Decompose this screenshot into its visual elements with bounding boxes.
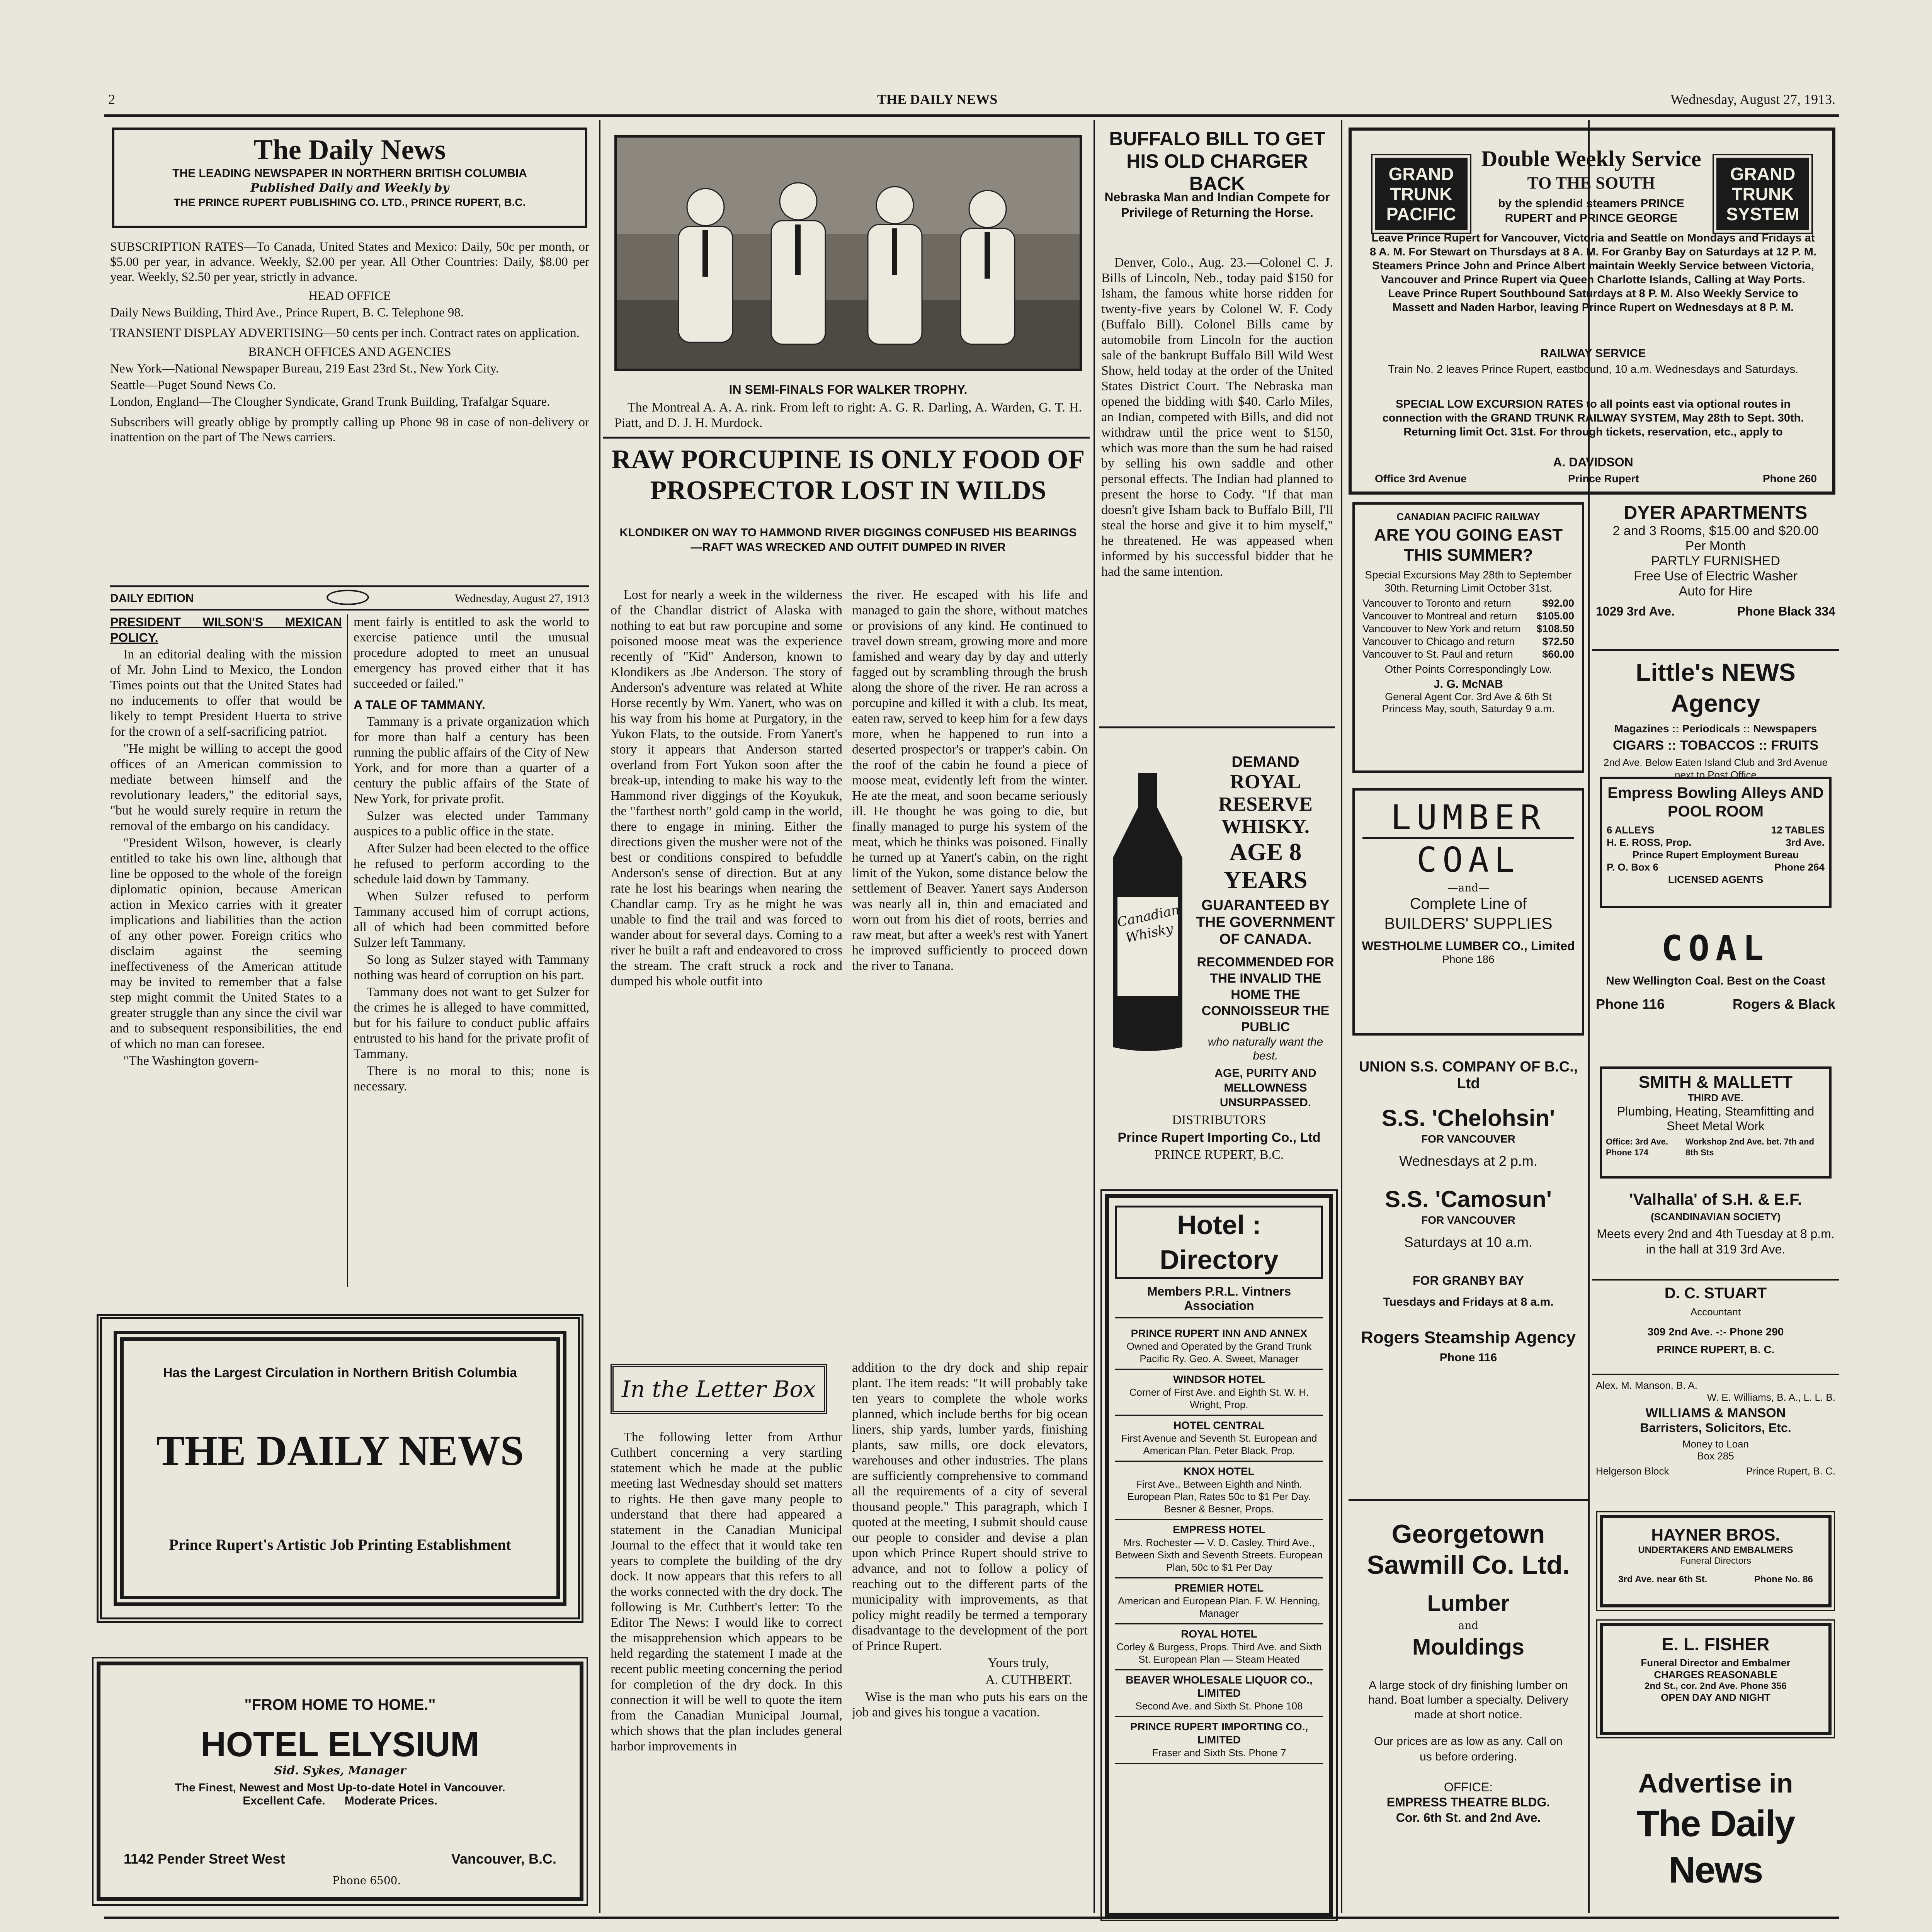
dyer-furnished: PARTLY FURNISHED xyxy=(1651,554,1780,568)
tammany-paragraph: There is no moral to this; none is necessary. xyxy=(354,1064,589,1094)
page-header xyxy=(108,91,1835,114)
edition-date: Wednesday, August 27, 1913 xyxy=(454,592,589,605)
hotel-entry-detail: Owned and Operated by the Grand Trunk Pacific Ry. Geo. A. Sweet, Manager xyxy=(1126,1340,1312,1364)
cpr-rate-price: $60.00 xyxy=(1542,648,1574,660)
hotel-entry xyxy=(1115,1370,1323,1416)
williams-title: WILLIAMS & MANSON xyxy=(1645,1406,1786,1420)
bowling-phone: Phone 264 xyxy=(1774,861,1825,873)
hotel-entry xyxy=(1115,1324,1323,1370)
header-rule xyxy=(104,114,1839,117)
bowling-tables: 12 TABLES xyxy=(1771,824,1825,836)
lumber-title: LUMBER xyxy=(1362,798,1574,839)
elysium-line xyxy=(100,1794,580,1808)
masthead-title: The Daily News xyxy=(253,134,446,166)
dyer-address: 1029 3rd Ave. xyxy=(1596,604,1675,618)
editorial-divider xyxy=(347,614,348,1287)
fisher-open: OPEN DAY AND NIGHT xyxy=(1661,1692,1770,1703)
masthead-box xyxy=(112,128,587,228)
cpr-agent: J. G. McNAB xyxy=(1433,678,1503,690)
hayner-address: 3rd Ave. near 6th St. xyxy=(1618,1574,1708,1585)
smith-office: Office: 3rd Ave. Phone 174 xyxy=(1606,1137,1668,1157)
union-for-1: FOR VANCOUVER xyxy=(1421,1133,1515,1145)
editorial-column-2 xyxy=(354,614,589,1294)
section-rule xyxy=(1592,1374,1839,1375)
union-granby: FOR GRANBY BAY xyxy=(1412,1274,1524,1287)
fisher-address: 2nd St., cor. 2nd Ave. Phone 356 xyxy=(1645,1681,1787,1691)
wilson-paragraph: "He might be willing to accept the good offices of an American commission to mediate between himself and the revolutionary leaders," the editorial says, "but he would surely require in return the removal of the embargo on his candidacy. xyxy=(110,742,342,833)
georgetown-mouldings: Mouldings xyxy=(1412,1634,1524,1660)
lumber-company: WESTHOLME LUMBER CO., Limited xyxy=(1362,939,1575,953)
cpr-agent-detail: General Agent Cor. 3rd Ave & 6th St xyxy=(1385,691,1552,702)
cpr-rate-price: $108.50 xyxy=(1536,623,1574,634)
littles-cigars: CIGARS :: TOBACCOS :: FRUITS xyxy=(1612,738,1818,753)
hotel-directory-title: Hotel : Directory xyxy=(1115,1206,1323,1279)
hotel-entry-detail: American and European Plan. F. W. Henning, Manager xyxy=(1118,1595,1320,1619)
page-number: 2 xyxy=(108,92,115,107)
gtp-phone: Phone 260 xyxy=(1762,473,1817,485)
whisky-guarantee: GUARANTEED BY THE GOVERNMENT OF CANADA. xyxy=(1196,897,1335,947)
littles-ad xyxy=(1596,657,1835,781)
wilson-paragraph: In an editorial dealing with the mission of Mr. John Lind to Mexico, the London Times points out that the United States had no inducements to offer that would be likely to tempt President Huerta to strive for the crown of a self-sacrificing patriot. xyxy=(110,647,342,739)
valhalla-meets: Meets every 2nd and 4th Tuesday at 8 p.m. in the hall at 319 3rd Ave. xyxy=(1597,1227,1835,1256)
masthead-publisher: THE PRINCE RUPERT PUBLISHING CO. LTD., PRINCE RUPERT, B.C. xyxy=(173,196,526,208)
letterbox-title-box xyxy=(611,1364,827,1414)
porcupine-subhead: KLONDIKER ON WAY TO HAMMOND RIVER DIGGINGS CONFUSED HIS BEARINGS—RAFT WAS WRECKED AND OUTFIT DUMPED IN RIVER xyxy=(619,526,1077,554)
fisher-title: E. L. FISHER xyxy=(1662,1634,1770,1654)
williams-manson: Alex. M. Manson, B. A. xyxy=(1596,1379,1697,1391)
gtp-railway: RAILWAY SERVICE xyxy=(1540,347,1646,360)
tammany-paragraph: So long as Sulzer stayed with Tammany nothing was heard of corruption on his part. xyxy=(354,952,589,982)
gtp-excursion: SPECIAL LOW EXCURSION RATES to all points east via optional routes in connection with the GRAND TRUNK RAILWAY SYSTEM, May 28th to Sept. 30th. Returning limit Oct. 31st. For through tickets, reservation, etc., apply to xyxy=(1382,398,1804,438)
union-ss-ad xyxy=(1352,1059,1584,1445)
cpr-rate-price: $72.50 xyxy=(1542,636,1574,647)
section-rule xyxy=(603,437,1090,439)
whisky-copy xyxy=(1194,753,1337,1110)
page-date: Wednesday, August 27, 1913. xyxy=(1670,92,1835,107)
bowling-prop: H. E. ROSS, Prop. xyxy=(1607,837,1692,848)
williams-box: Box 285 xyxy=(1697,1450,1734,1462)
georgetown-lumber: Lumber xyxy=(1427,1591,1510,1616)
union-granby-when: Tuesdays and Fridays at 8 a.m. xyxy=(1383,1296,1554,1308)
cpr-rate-row xyxy=(1362,648,1574,661)
gtp-office: Office 3rd Avenue xyxy=(1375,473,1467,485)
masthead-info xyxy=(110,240,589,447)
whisky-age: AGE 8 YEARS xyxy=(1223,838,1308,893)
whisky-type: WHISKY. xyxy=(1221,816,1310,838)
cpr-ad xyxy=(1352,502,1584,773)
hotel-entry xyxy=(1115,1717,1323,1764)
littles-magazines: Magazines :: Periodicals :: Newspapers xyxy=(1614,723,1817,735)
georgetown-sawmill: Sawmill Co. Ltd. xyxy=(1367,1550,1570,1580)
cpr-rate-price: $92.00 xyxy=(1542,597,1574,609)
wilson-headline: PRESIDENT WILSON'S MEXICAN POLICY. xyxy=(110,615,342,645)
tammany-paragraph: When Sulzer refused to perform Tammany accused him of corrupt actions, all of which had been committed before Sulzer left Tammany. xyxy=(354,889,589,950)
advertise-ad xyxy=(1596,1766,1835,1913)
williams-barristers: Barristers, Solicitors, Etc. xyxy=(1640,1421,1791,1435)
smith-third: THIRD AVE. xyxy=(1687,1092,1744,1104)
gtp-steamers: by the splendid steamers PRINCE RUPERT and PRINCE GEORGE xyxy=(1498,197,1684,224)
hayner-ad xyxy=(1600,1515,1832,1607)
valhalla-society: (SCANDINAVIAN SOCIETY) xyxy=(1650,1211,1781,1223)
gtp-city: Prince Rupert xyxy=(1568,473,1639,485)
photo-caption-head: IN SEMI-FINALS FOR WALKER TROPHY. xyxy=(729,383,968,396)
whisky-distributors: DISTRIBUTORS xyxy=(1172,1113,1266,1127)
cpr-rate-row xyxy=(1362,635,1574,648)
transient-advertising: TRANSIENT DISPLAY ADVERTISING—50 cents per inch. Contract rates on application. xyxy=(110,326,580,340)
elysium-ad xyxy=(97,1662,583,1901)
whisky-city: PRINCE RUPERT, B.C. xyxy=(1154,1148,1284,1162)
edition-rule xyxy=(110,609,589,611)
hotel-entry-detail: First Avenue and Seventh St. European and American Plan. Peter Black, Prop. xyxy=(1121,1432,1317,1456)
elysium-line: The Finest, Newest and Most Up-to-date Hotel in Vancouver. xyxy=(175,1781,505,1794)
cpr-rate-route: Vancouver to Toronto and return xyxy=(1362,597,1511,609)
tammany-paragraph: Tammany does not want to get Sulzer for the crimes he is alleged to have committed, but for his failure to conduct public affairs entrusted to his hand for the private profit of Tammany. xyxy=(354,985,589,1061)
elysium-address: 1142 Pender Street West xyxy=(124,1851,285,1867)
edition-rule xyxy=(110,585,589,587)
hotel-entry-detail: Corner of First Ave. and Eighth St. W. H. Wright, Prop. xyxy=(1129,1386,1309,1410)
cpr-title: ARE YOU GOING EAST THIS SUMMER? xyxy=(1374,526,1563,565)
branch-ny: New York—National Newspaper Bureau, 219 East 23rd St., New York City. xyxy=(110,362,499,376)
hayner-phone: Phone No. 86 xyxy=(1754,1574,1813,1585)
smith-ad xyxy=(1600,1066,1832,1179)
cpr-rate-row xyxy=(1362,610,1574,622)
hotel-directory xyxy=(1105,1194,1333,1917)
cpr-rates xyxy=(1362,597,1574,661)
whisky-bottle-label: Canadian Whisky xyxy=(1116,902,1181,946)
hotel-entry-detail: Mrs. Rochester — V. D. Casley. Third Ave., Between Sixth and Seventh Streets. European Plan, 50c to $1 Per Day xyxy=(1115,1537,1323,1573)
littles-title: Little's NEWS Agency xyxy=(1636,658,1796,717)
stuart-title: D. C. STUART xyxy=(1664,1285,1767,1302)
head-office-label: HEAD OFFICE xyxy=(308,289,391,303)
branch-seattle: Seattle—Puget Sound News Co. xyxy=(110,378,276,392)
advertise-line-1: Advertise in xyxy=(1638,1768,1793,1798)
section-rule xyxy=(1592,649,1839,651)
fisher-director: Funeral Director and Embalmer xyxy=(1641,1657,1791,1668)
elysium-manager: Sid. Sykes, Manager xyxy=(274,1764,406,1777)
hotel-entry-name: PREMIER HOTEL xyxy=(1174,1582,1264,1594)
hotel-entry xyxy=(1115,1624,1323,1670)
stuart-ad xyxy=(1596,1285,1835,1370)
lumber-ad xyxy=(1352,788,1584,1036)
column-rule xyxy=(1341,120,1342,1913)
cpr-rate-row xyxy=(1362,622,1574,635)
column-rule xyxy=(1094,120,1095,1913)
dyer-title: DYER APARTMENTS xyxy=(1624,503,1808,523)
hayner-title: HAYNER BROS. xyxy=(1651,1526,1780,1544)
georgetown-office: OFFICE: xyxy=(1444,1780,1493,1794)
letterbox-signoff: Yours truly, xyxy=(988,1656,1049,1670)
tammany-headline: A TALE OF TAMMANY. xyxy=(354,698,485,712)
hotel-entry-name: WINDSOR HOTEL xyxy=(1173,1373,1265,1385)
union-agency: Rogers Steamship Agency xyxy=(1361,1328,1576,1347)
hotel-entry-detail: Fraser and Sixth Sts. Phone 7 xyxy=(1152,1747,1286,1759)
edition-line xyxy=(110,590,589,609)
wilson-paragraph: "President Wilson, however, is clearly entitled to take his own line, although that line be opposed to the whole of the foreign diplomatic opinion, because American action in Mexico carries with it greater implications and liabilities than the action of any other power. Foreign critics who disclaim against the seeming ineffectiveness of the American attitude may be invited to remember that a false step might commit the United States to a greater struggle than any since the civil war and to subsequent responsibilities, the end of which no man can foresee. xyxy=(110,836,342,1051)
cpr-rate-route: Vancouver to Chicago and return xyxy=(1362,636,1515,647)
smith-row xyxy=(1606,1136,1825,1158)
union-ship-2: S.S. 'Camosun' xyxy=(1385,1186,1552,1212)
whisky-recommended: RECOMMENDED FOR THE INVALID THE HOME THE CONNOISSEUR THE PUBLIC xyxy=(1197,955,1334,1034)
valhalla-title: 'Valhalla' of S.H. & E.F. xyxy=(1629,1190,1802,1208)
coal-ad xyxy=(1596,927,1835,1055)
branch-london: London, England—The Clougher Syndicate, Grand Trunk Building, Trafalgar Square. xyxy=(110,395,550,409)
elysium-cafe: Excellent Cafe. xyxy=(243,1794,325,1807)
porcupine-column-2: the river. He escaped with his life and managed to gain the shore, without matches or provisions of any kind. He continued to travel down stream, growing more and more famished and weary day by day and utterly fagged out by scrambling through the brush along the shore of the river. He ran across a porcupine and killed it with a club. Its meat, eaten raw, served to keep him for a few days more, when he happened to run into a deserted prospector's or trapper's cabin. On the roof of the cabin he found a piece of moose meat, evidently left from the winter. He ate the meat, and soon became seriously ill. He thought he was going to die, but finally managed to purge his system of the meat, which he thinks was poisoned. Finally he turned up at Yanert's cabin, on the right limit of the Yukon, some distance below the settlement of Beaver. Yanert says Anderson was nearly all in, thin and emaciated and worn out from his diet of roots, berries and raw meat, but after a week's rest with Yanert he improved sufficiently to proceed down the river to Tanana. xyxy=(852,588,1088,973)
elysium-top: "FROM HOME TO HOME." xyxy=(244,1696,436,1713)
gtp-body: Leave Prince Rupert for Vancouver, Victoria and Seattle on Mondays and Fridays at 8 A. M. For Stewart on Thursdays at 8 A. M. For Granby Bay on Saturdays at 12 P. M. Steamers Prince John and Prince Albert maintain Weekly Service between Victoria, Vancouver and Prince Rupert via Queen Charlotte Islands, Calling at Way Ports. Leave Prince Rupert Southbound Saturdays at 8 P. M. Also Weekly Service to Massett and Naden Harbor, leaving Prince Rupert on Wednesdays at 8 P. M. xyxy=(1370,232,1816,314)
hotel-entry xyxy=(1115,1462,1323,1520)
lumber-phone: Phone 186 xyxy=(1442,953,1495,965)
bowling-box: P. O. Box 6 xyxy=(1607,861,1658,873)
georgetown-prices: Our prices are as low as any. Call on us before ordering. xyxy=(1374,1735,1563,1763)
union-ss-title: UNION S.S. COMPANY OF B.C., Ltd xyxy=(1359,1059,1578,1092)
stuart-address: 309 2nd Ave. -:- Phone 290 xyxy=(1647,1326,1784,1338)
fisher-ad xyxy=(1600,1623,1832,1735)
hotel-entry-name: ROYAL HOTEL xyxy=(1181,1628,1257,1640)
tammany-paragraph: After Sulzer had been elected to the office he refused to perform according to the schedule laid down by Tammany. xyxy=(354,841,589,886)
hotel-entry-name: EMPRESS HOTEL xyxy=(1173,1524,1265,1536)
coal-title: COAL xyxy=(1417,840,1520,880)
porcupine-column-1: Lost for nearly a week in the wilderness of the Chandlar district of Alaska with nothing to eat but raw porcupine and some poisoned moose meat was the experience recently of "Kid" Anderson, known to Klondikers as Jbe Anderson. The story of Anderson's adventure was related at White Horse recently by Wm. Yanert, who was on his way from his home at Purgatory, in the Yukon Flats, to the outside. From Yanert's story it appears that Anderson started overland from Fort Yukon soon after the break-up, intending to make his way to the Hammond river diggings of the Koyukuk, the "farthest north" gold camp in the world, there to engage in mining. Either the directions given the musher were not of the best or conditions conspired to befuddle Anderson's sense of direction. But at any rate he lost his bearings when nearing the Chandlar camp. Try as he might he was unable to find the trail and was forced to wander about for several days. Coming to a river he built a raft and endeavored to cross the stream. The craft struck a rock and dumped his whole outfit into xyxy=(611,588,842,988)
coal-ad-line: New Wellington Coal. Best on the Coast xyxy=(1606,975,1825,987)
georgetown-and: and xyxy=(1458,1619,1479,1632)
elysium-address-line xyxy=(124,1851,556,1867)
letterbox-wise: Wise is the man who puts his ears on the job and gives his tongue a vacation. xyxy=(852,1690,1088,1719)
whisky-age-purity: AGE, PURITY AND MELLOWNESS UNSURPASSED. xyxy=(1214,1067,1316,1109)
georgetown-body: A large stock of dry finishing lumber on hand. Boat lumber a specialty. Delivery made at short notice. xyxy=(1368,1679,1569,1721)
dyer-auto: Auto for Hire xyxy=(1679,584,1753,599)
gtp-logo-left: GRAND TRUNK PACIFIC xyxy=(1375,158,1468,230)
elysium-title: HOTEL ELYSIUM xyxy=(201,1725,480,1764)
hotel-list xyxy=(1115,1324,1323,1764)
union-ship-1: S.S. 'Chelohsin' xyxy=(1381,1105,1555,1131)
gtp-agent: A. DAVIDSON xyxy=(1553,455,1633,469)
smith-title: SMITH & MALLETT xyxy=(1638,1073,1793,1092)
photo-caption: The Montreal A. A. A. rink. From left to right: A. G. R. Darling, A. Warden, G. T. H. Piatt, and D. J. H. Murdock. xyxy=(614,400,1082,430)
georgetown-name: Georgetown xyxy=(1391,1519,1545,1549)
bowling-row xyxy=(1607,861,1825,873)
hotel-directory-subtitle: Members P.R.L. Vintners Association xyxy=(1115,1284,1323,1318)
hotel-entry xyxy=(1115,1670,1323,1717)
bowling-title: Empress Bowling Alleys AND POOL ROOM xyxy=(1607,784,1824,820)
hayner-row xyxy=(1603,1574,1828,1585)
cpr-head: CANADIAN PACIFIC RAILWAY xyxy=(1396,511,1540,522)
littles-address: 2nd Ave. Below Eaten Island Club and 3rd Avenue next to Post Office xyxy=(1603,757,1828,781)
hotel-entry-name: KNOX HOTEL xyxy=(1184,1465,1255,1477)
union-for-2: FOR VANCOUVER xyxy=(1421,1214,1515,1226)
hotel-entry xyxy=(1115,1578,1323,1624)
advertise-line-2: The Daily News xyxy=(1636,1803,1795,1891)
buffalo-subhead: Nebraska Man and Indian Compete for Privilege of Returning the Horse. xyxy=(1104,190,1330,219)
letterbox-text: addition to the dry dock and ship repair plant. The item reads: "It will probably take ten years to complete the whole works planned, which include berths for big ocean liners, ship yards, lumber yards, finishing plants, saw mills, ore dock elevators, warehouses and other industries. The plans are sufficiently comprehensive to command all the requirements of a city of several thousand people." This paragraph, which I quoted at the meeting, I submit should cause our people to consider and devise a plan upon which Prince Rupert should strive to advance, and not to follow a policy of reaching out to the different parts of the municipality with improvements, as that policy might readily be termed a temporary disadvantage to the development of the port of Prince Rupert. xyxy=(852,1361,1088,1653)
cpr-other: Other Points Correspondingly Low. xyxy=(1384,663,1552,675)
dyer-month: Per Month xyxy=(1685,539,1746,553)
elysium-city: Vancouver, B.C. xyxy=(451,1851,556,1867)
williams-block: Helgerson Block xyxy=(1596,1465,1669,1477)
circulation-top: Has the Largest Circulation in Northern British Columbia xyxy=(163,1366,517,1380)
hotel-entry-name: HOTEL CENTRAL xyxy=(1173,1419,1265,1431)
head-office: Daily News Building, Third Ave., Prince Rupert, B. C. Telephone 98. xyxy=(110,306,464,320)
circulation-title: THE DAILY NEWS xyxy=(156,1427,524,1474)
lumber-builders: BUILDERS' SUPPLIES xyxy=(1384,914,1553,932)
gtp-sub: TO THE SOUTH xyxy=(1527,173,1655,192)
porcupine-headline: RAW PORCUPINE IS ONLY FOOD OF PROSPECTOR LOST IN WILDS xyxy=(611,445,1085,505)
cpr-rate-route: Vancouver to New York and return xyxy=(1362,623,1521,634)
bowling-row xyxy=(1607,836,1825,849)
elysium-prices: Moderate Prices. xyxy=(344,1794,437,1807)
whisky-brand: ROYAL RESERVE xyxy=(1218,771,1313,815)
coal-ad-contact xyxy=(1596,996,1835,1012)
whisky-demand: DEMAND xyxy=(1231,753,1299,770)
stuart-city: PRINCE RUPERT, B. C. xyxy=(1656,1344,1775,1355)
gtp-logo-right: GRAND TRUNK SYSTEM xyxy=(1716,158,1809,230)
comic-top-rule xyxy=(104,1917,1839,1919)
coal-ad-phone: Phone 116 xyxy=(1596,996,1665,1012)
buffalo-headline: BUFFALO BILL TO GET HIS OLD CHARGER BACK xyxy=(1109,128,1325,194)
subscription-rates: SUBSCRIPTION RATES—To Canada, United States and Mexico: Daily, 50c per month, or $5.00 per year, in advance. Weekly, $2.00 per year. All Other Countries: Daily, $8.00 per year. Weekly, $2.50 per year, strictly in advance. xyxy=(110,240,589,284)
hotel-entry-detail: First Ave., Between Eighth and Ninth. European Plan, Rates 50c to $1 Per Day. Besner & Besner, Props. xyxy=(1127,1478,1311,1515)
tammany-paragraph: Tammany is a private organization which for more than half a century has been running the public affairs of the City of New York, and for more than a quarter of a century the public affairs of the State of New York, for private profit. xyxy=(354,714,589,806)
fisher-charges: CHARGES REASONABLE xyxy=(1654,1669,1777,1680)
hotel-entry-detail: Corley & Burgess, Props. Third Ave. and Sixth St. European Plan — Steam Heated xyxy=(1116,1641,1322,1665)
union-phone: Phone 116 xyxy=(1439,1351,1497,1364)
section-rule xyxy=(1099,726,1335,728)
editorial-column-1 xyxy=(110,614,342,1294)
buffalo-body: Denver, Colo., Aug. 23.—Colonel C. J. Bills of Lincoln, Neb., today paid $150 for Isham, the famous white horse ridden for twenty-five years by Colonel W. F. Cody (Buffalo Bill). Colonel Bills came by automobile from Lincoln for the auction sale of the bankrupt Buffalo Bill Wild West Show, held today at the order of the United States District Court. The Nebraska man opened the bidding with $40. Carlo Miles, an Indian, competed with Bills, and did not withdraw until the price went to $150, which was more than the sum he had raised by selling his own saddle and other personal effects. The Indian had planned to present the horse to Cody. "If that man doesn't give Isham back to Buffalo Bill, I'll steal the horse and give it to him myself," he threatened. He was appeased when informed by his successful bidder that he had the same intention. xyxy=(1101,255,1333,579)
wilson-continued: ment fairly is entitled to ask the world to exercise patience until the unusual procedure adopted to meet an unusual emergency has proved either that it has succeeded or failed." xyxy=(354,615,589,691)
cpr-rate-row xyxy=(1362,597,1574,610)
edition-ornament xyxy=(327,590,369,605)
dyer-washer: Free Use of Electric Washer xyxy=(1634,569,1798,583)
dyer-rooms: 2 and 3 Rooms, $15.00 and $20.00 xyxy=(1612,524,1819,538)
bowling-alleys: 6 ALLEYS xyxy=(1607,824,1655,836)
williams-williams: W. E. Williams, B. A., L. L. B. xyxy=(1707,1391,1835,1403)
smith-services: Plumbing, Heating, Steamfitting and Sheet Metal Work xyxy=(1617,1104,1815,1133)
letterbox-column-1: The following letter from Arthur Cuthbert concerning a very startling statement which he made at the public meeting last Wednesday should set matters to rights. He then gave many people to understand that there had appeared a statement in the Canadian Municipal Journal to the effect that it would take ten years to complete the building of the dry dock. It now appears that this refers to all the works connected with the dry dock. The following is Mr. Cuthbert's letter: To the Editor The News: I would like to correct the misapprehension which appears to be held regarding the statement I made at the recent public meeting concerning the period for completion of the dry dock. In this connection it will be well to quote the item from the Canadian Municipal Journal, which shows that the plan includes general harbor improvements in xyxy=(611,1430,842,1753)
valhalla-ad xyxy=(1596,1190,1835,1275)
dyer-ad xyxy=(1596,502,1835,645)
gtp-ad xyxy=(1349,128,1835,495)
bowling-ad xyxy=(1600,777,1832,908)
cpr-body: Special Excursions May 28th to September 30th. Returning Limit October 31st. xyxy=(1365,569,1572,594)
stuart-accountant: Accountant xyxy=(1690,1306,1741,1318)
williams-city: Prince Rupert, B. C. xyxy=(1746,1465,1835,1477)
subscribers-note: Subscribers will greatly oblige by promptly calling up Phone 98 in case of non-delivery or inattention on the part of The News carriers. xyxy=(110,415,589,444)
williams-row xyxy=(1596,1379,1835,1391)
williams-ad xyxy=(1596,1379,1835,1511)
whisky-ad xyxy=(1101,753,1337,1171)
cpr-sailings: Princess May, south, Saturday 9 a.m. xyxy=(1382,703,1555,714)
cpr-rate-route: Vancouver to Montreal and return xyxy=(1362,610,1517,622)
lumber-complete: Complete Line of xyxy=(1410,895,1527,912)
hotel-entry-name: PRINCE RUPERT IMPORTING CO., LIMITED xyxy=(1130,1721,1308,1746)
letterbox-column-2 xyxy=(852,1360,1088,1909)
hayner-funeral: Funeral Directors xyxy=(1680,1556,1752,1566)
hotel-entry xyxy=(1115,1520,1323,1578)
bowling-bureau: Prince Rupert Employment Bureau xyxy=(1632,849,1799,861)
cpr-rate-price: $105.00 xyxy=(1536,610,1574,622)
hotel-entry-name: PRINCE RUPERT INN AND ANNEX xyxy=(1131,1327,1308,1339)
elysium-phone: Phone 6500. xyxy=(332,1874,401,1887)
section-rule xyxy=(1592,1279,1839,1281)
hotel-entry-detail: Second Ave. and Sixth St. Phone 108 xyxy=(1135,1700,1303,1712)
georgetown-ad xyxy=(1352,1519,1584,1913)
gtp-title: Double Weekly Service xyxy=(1481,146,1701,171)
georgetown-office-address: EMPRESS THEATRE BLDG. Cor. 6th St. and 2nd Ave. xyxy=(1386,1795,1550,1825)
section-rule xyxy=(1349,1499,1588,1501)
whisky-importer: Prince Rupert Importing Co., Ltd xyxy=(1117,1130,1321,1145)
bowling-licensed: LICENSED AGENTS xyxy=(1668,874,1764,885)
smith-workshop: Workshop 2nd Ave. bet. 7th and 8th Sts xyxy=(1685,1137,1815,1157)
circulation-ad xyxy=(97,1314,583,1623)
hayner-undertakers: UNDERTAKERS AND EMBALMERS xyxy=(1638,1545,1793,1555)
dyer-phone: Phone Black 334 xyxy=(1737,604,1835,618)
circulation-bottom: Prince Rupert's Artistic Job Printing Establishment xyxy=(169,1536,511,1553)
branch-label: BRANCH OFFICES AND AGENCIES xyxy=(248,345,451,359)
lumber-and: —and— xyxy=(1447,881,1490,894)
whisky-best: who naturally want the best. xyxy=(1208,1036,1323,1062)
edition-label: DAILY EDITION xyxy=(110,592,194,605)
dyer-address-line xyxy=(1596,604,1835,619)
hotel-entry xyxy=(1115,1416,1323,1462)
tammany-paragraph: Sulzer was elected under Tammany auspices to a public office in the state. xyxy=(354,809,589,838)
letterbox-signature: A. CUTHBERT. xyxy=(985,1673,1072,1687)
williams-row xyxy=(1596,1391,1835,1403)
coal-ad-firm: Rogers & Black xyxy=(1732,996,1835,1012)
bowling-ave: 3rd Ave. xyxy=(1786,837,1825,848)
hotel-entry-name: BEAVER WHOLESALE LIQUOR CO., LIMITED xyxy=(1126,1674,1313,1699)
wilson-paragraph: "The Washington govern- xyxy=(123,1054,259,1068)
williams-row xyxy=(1596,1465,1835,1477)
bowling-row xyxy=(1607,824,1825,836)
letterbox-title: In the Letter Box xyxy=(621,1376,816,1402)
gtp-train: Train No. 2 leaves Prince Rupert, eastbound, 10 a.m. Wednesdays and Saturdays. xyxy=(1388,363,1799,376)
masthead-tagline: THE LEADING NEWSPAPER IN NORTHERN BRITISH COLUMBIA xyxy=(172,167,527,180)
williams-money: Money to Loan xyxy=(1682,1438,1749,1450)
coal-ad-title: COAL xyxy=(1661,928,1770,969)
paper-name: THE DAILY NEWS xyxy=(877,92,998,107)
team-photo xyxy=(617,138,1080,369)
photo-frame xyxy=(614,135,1082,371)
union-when-1: Wednesdays at 2 p.m. xyxy=(1399,1153,1537,1169)
masthead-published: Published Daily and Weekly by xyxy=(250,181,449,195)
cpr-rate-route: Vancouver to St. Paul and return xyxy=(1362,648,1513,660)
column-rule xyxy=(599,120,600,1913)
union-when-2: Saturdays at 10 a.m. xyxy=(1404,1234,1533,1250)
